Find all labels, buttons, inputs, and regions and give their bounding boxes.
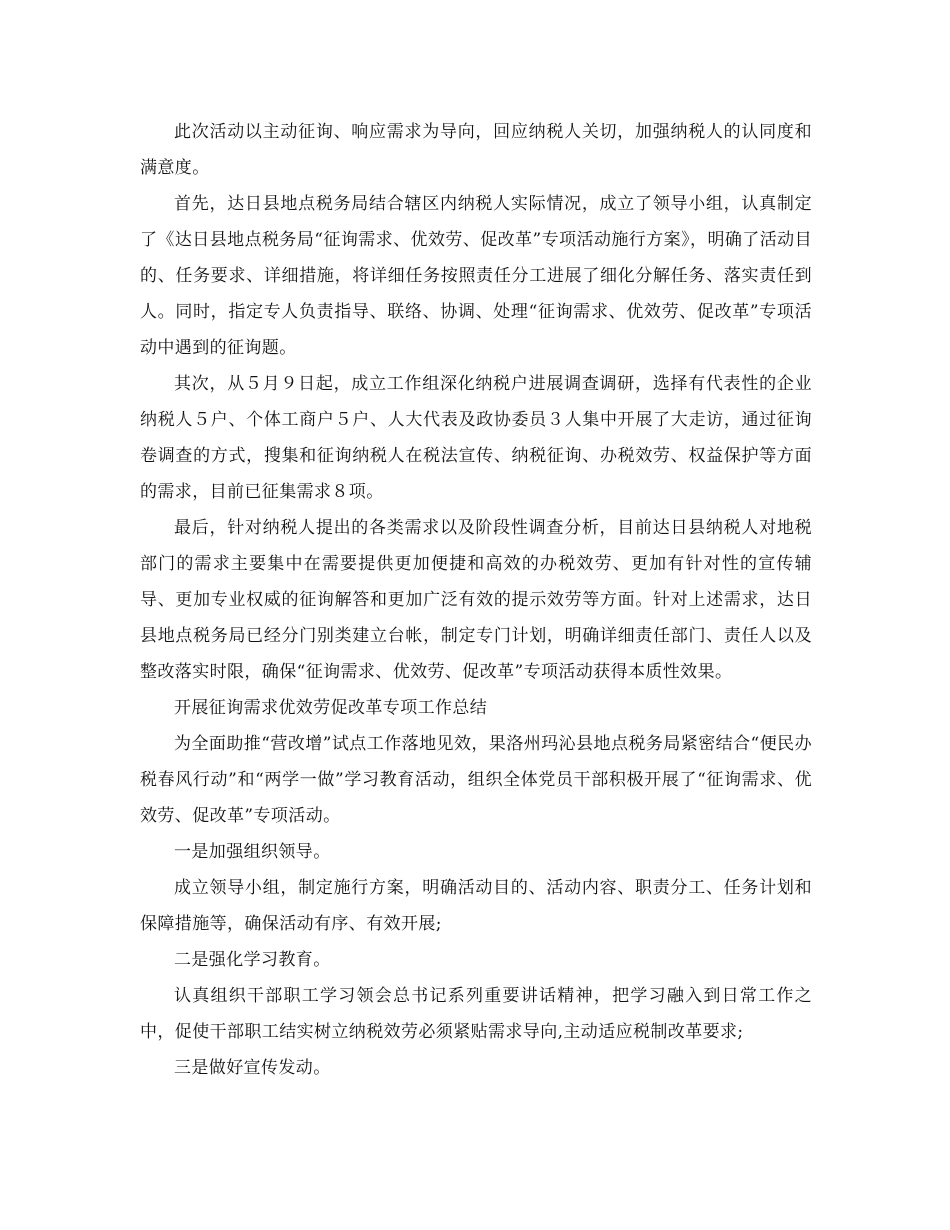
paragraph-intro: 为全面助推“营改增”试点工作落地见效，果洛州玛沁县地点税务局紧密结合“便民办税春风行动”和“两学一做”学习教育活动，组织全体党员干部积极开展了“征询需求、优效劳、促改革”专项活动。 — [140, 734, 812, 826]
document-body — [140, 114, 812, 1086]
point-two-body: 认真组织干部职工学习领会总书记系列重要讲话精神，把学习融入到日常工作之中，促使干部职工结实树立纳税效劳必须紧贴需求导向,主动适应税制改革要求; — [140, 986, 812, 1042]
paragraph-second-step: 其次，从５月９日起，成立工作组深化纳税户进展调查调研，选择有代表性的企业纳税人５户、个体工商户５户、人大代表及政协委员３人集中开展了大走访，通过征询卷调查的方式，搜集和征询纳税人在税法宣传、纳税征询、办税效劳、权益保护等方面的需求，目前已征集需求８项。 — [140, 374, 812, 502]
paragraph-activity-purpose: 此次活动以主动征询、响应需求为导向，回应纳税人关切，加强纳税人的认同度和满意度。 — [140, 122, 812, 178]
point-one-heading: 一是加强组织领导。 — [174, 842, 331, 862]
point-one-body: 成立领导小组，制定施行方案，明确活动目的、活动内容、职责分工、任务计划和保障措施等，确保活动有序、有效开展; — [140, 878, 812, 934]
section-title: 开展征询需求优效劳促改革专项工作总结 — [174, 698, 488, 718]
paragraph-final-step: 最后，针对纳税人提出的各类需求以及阶段性调查分析，目前达日县纳税人对地税部门的需求主要集中在需要提供更加便捷和高效的办税效劳、更加有针对性的宣传辅导、更加专业权威的征询解答和更加广泛有效的提示效劳等方面。针对上述需求，达日县地点税务局已经分门别类建立台帐，制定专门计划，明确详细责任部门、责任人以及整改落实时限，确保“征询需求、优效劳、促改革”专项活动获得本质性效果。 — [140, 518, 812, 682]
point-two-heading: 二是强化学习教育。 — [174, 950, 331, 970]
paragraph-first-step: 首先，达日县地点税务局结合辖区内纳税人实际情况，成立了领导小组，认真制定了《达日县地点税务局“征询需求、优效劳、促改革”专项活动施行方案》，明确了活动目的、任务要求、详细措施，将详细任务按照责任分工进展了细化分解任务、落实责任到人。同时，指定专人负责指导、联络、协调、处理“征询需求、优效劳、促改革”专项活动中遇到的征询题。 — [140, 194, 812, 358]
point-three-heading: 三是做好宣传发动。 — [174, 1058, 331, 1078]
